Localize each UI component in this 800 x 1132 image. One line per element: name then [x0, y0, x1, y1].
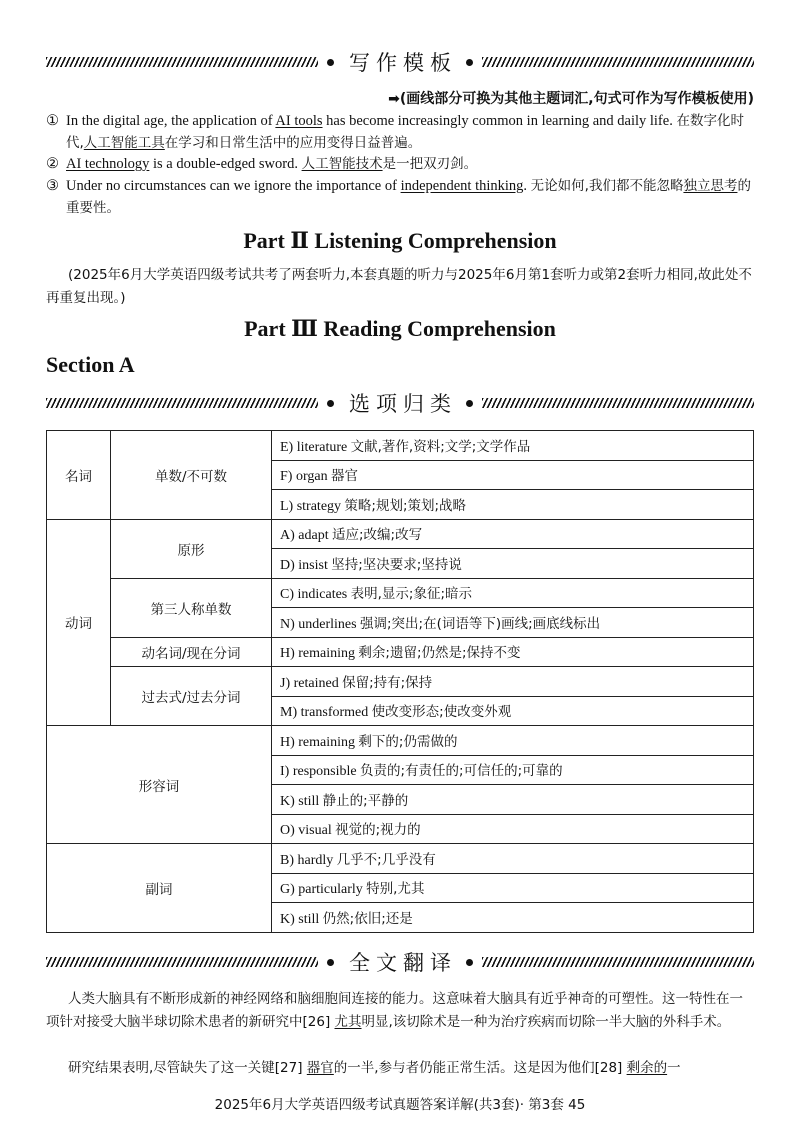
template-en-underline: AI technology [66, 156, 150, 172]
translation-paragraph-2 [46, 1057, 754, 1080]
table-row [47, 844, 754, 874]
pos-adverb: 副词 [47, 844, 272, 933]
section-title-translation: 全文翻译 [349, 951, 457, 975]
translation-text: 人类大脑具有不断形成新的神经网络和脑细胞间连接的能力。这意味着大脑具有近乎神奇的可塑性。这一特性在一项针对接受大脑半球切除术患者的新研究中[26] [46, 991, 743, 1030]
option-meaning: 适应;改编;改写 [331, 527, 423, 544]
template-en-text: is a double-edged sword. [149, 156, 302, 172]
translation-underline: 剩余的 [626, 1060, 668, 1076]
hatch-decoration [482, 398, 754, 408]
bullet-dot [466, 400, 473, 407]
item-number: ③ [46, 178, 59, 194]
table-row [47, 637, 754, 667]
option-word: G) particularly [280, 882, 363, 898]
template-en-text: has become increasingly common in learning and daily life. [322, 113, 677, 129]
vocab-entry [272, 549, 754, 579]
vocab-entry [272, 578, 754, 608]
hatch-decoration [46, 57, 318, 67]
option-meaning: 表明,显示;象征;暗示 [350, 586, 473, 603]
template-zh-underline: 人工智能工具 [83, 135, 165, 151]
vocab-entry [272, 755, 754, 785]
template-en-text: Under no circumstances can we ignore the importance of [66, 178, 401, 194]
option-meaning: 器官 [330, 468, 358, 485]
template-en-underline: independent thinking [400, 178, 524, 194]
vocab-entry [272, 696, 754, 726]
option-word: D) insist [280, 557, 328, 573]
pos-adjective: 形容词 [47, 726, 272, 844]
template-en-text: In the digital age, the application of [66, 113, 276, 129]
item-number: ② [46, 156, 59, 172]
bullet-dot [466, 959, 473, 966]
vocab-entry [272, 460, 754, 490]
hatch-decoration [482, 57, 754, 67]
vocab-entry [272, 814, 754, 844]
vocab-entry [272, 726, 754, 756]
template-zh-text: 是一把双刃剑。 [382, 156, 478, 172]
option-meaning: 负责的;有责任的;可信任的;可靠的 [359, 763, 563, 780]
section-divider-options [46, 388, 754, 418]
section-divider-translation [46, 947, 754, 977]
section-title-writing-template: 写作模板 [349, 51, 457, 75]
bullet-dot [466, 59, 473, 66]
item-number: ① [46, 113, 59, 129]
table-row [47, 578, 754, 608]
vocab-entry [272, 873, 754, 903]
template-en-text: . [523, 178, 531, 194]
option-word: I) responsible [280, 764, 357, 780]
option-meaning: 特别,尤其 [366, 881, 425, 898]
vocab-classification-table [46, 430, 754, 933]
option-meaning: 使改变形态;使改变外观 [371, 704, 512, 721]
vocab-entry [272, 608, 754, 638]
option-word: O) visual [280, 823, 332, 839]
part-3-title: Part Ⅲ Reading Comprehension [244, 316, 556, 341]
template-zh-text: 在数字化时代, [66, 113, 744, 151]
bullet-dot [327, 59, 334, 66]
template-zh-text: 在学习和日常生活中的应用变得日益普遍。 [164, 135, 422, 151]
option-meaning: 视觉的;视力的 [335, 822, 421, 839]
template-zh-underline: 人工智能技术 [301, 156, 383, 172]
bullet-dot [327, 400, 334, 407]
table-row [47, 431, 754, 461]
option-word: F) organ [280, 469, 328, 485]
template-item-2 [46, 153, 754, 175]
vocab-entry [272, 844, 754, 874]
template-item-3 [46, 175, 754, 219]
option-word: J) retained [280, 675, 339, 691]
section-divider-writing-template [46, 47, 754, 77]
option-meaning: 强调;突出;在(词语等下)画线;画底线标出 [359, 615, 601, 632]
template-zh-text: 无论如何,我们都不能忽略 [530, 178, 684, 194]
part-2-note: (2025年6月大学英语四级考试共考了两套听力,本套真题的听力与2025年6月第1套听力或第2套听力相同,故此处不再重复出现。) [46, 267, 752, 306]
vocab-entry [272, 519, 754, 549]
template-note: ➡(画线部分可换为其他主题词汇,句式可作为写作模板使用) [388, 91, 754, 107]
translation-underline: 尤其 [334, 1014, 362, 1030]
translation-paragraph-1 [46, 988, 754, 1034]
form-noun-singular: 单数/不可数 [111, 431, 272, 520]
vocab-entry [272, 431, 754, 461]
option-word: C) indicates [280, 587, 348, 603]
part-2-title: Part Ⅱ Listening Comprehension [243, 228, 557, 253]
pos-noun: 名词 [47, 431, 111, 520]
option-meaning: 策略;规划;策划;战略 [344, 497, 467, 514]
table-row [47, 726, 754, 756]
option-meaning: 坚持;坚决要求;坚持说 [331, 556, 462, 573]
page-footer: 2025年6月大学英语四级考试真题答案详解(共3套)· 第3套 45 [214, 1097, 586, 1113]
option-meaning: 剩下的;仍需做的 [358, 733, 458, 750]
option-word: N) underlines [280, 616, 357, 632]
translation-underline: 器官 [306, 1060, 334, 1076]
option-word: A) adapt [280, 528, 329, 544]
option-meaning: 文献,著作,资料;文学;文学作品 [350, 438, 531, 455]
option-meaning: 剩余;遗留;仍然是;保持不变 [358, 645, 521, 662]
option-word: H) remaining [280, 734, 356, 750]
translation-text: 的一半,参与者仍能正常生活。这是因为他们[28] [333, 1060, 627, 1076]
option-word: L) strategy [280, 498, 342, 514]
hatch-decoration [46, 957, 318, 967]
option-word: M) transformed [280, 705, 369, 721]
option-word: E) literature [280, 439, 348, 455]
vocab-entry [272, 785, 754, 815]
option-meaning: 仍然;依旧;还是 [322, 910, 413, 927]
table-row [47, 519, 754, 549]
template-zh-text: 的重要性。 [66, 178, 751, 216]
option-meaning: 保留;持有;保持 [342, 674, 433, 691]
form-verb-third-person: 第三人称单数 [111, 578, 272, 637]
template-item-1 [46, 110, 754, 154]
translation-text: 明显,该切除术是一种为治疗疾病而切除一半大脑的外科手术。 [361, 1014, 731, 1030]
template-en-underline: AI tools [275, 113, 323, 129]
hatch-decoration [482, 957, 754, 967]
option-word: B) hardly [280, 852, 334, 868]
form-verb-base: 原形 [111, 519, 272, 578]
vocab-entry [272, 490, 754, 520]
hatch-decoration [46, 398, 318, 408]
vocab-entry [272, 637, 754, 667]
form-verb-past: 过去式/过去分词 [111, 667, 272, 726]
template-zh-underline: 独立思考 [683, 178, 738, 194]
section-title-options: 选项归类 [349, 392, 457, 416]
table-row [47, 667, 754, 697]
bullet-dot [327, 959, 334, 966]
option-word: H) remaining [280, 646, 356, 662]
vocab-entry [272, 903, 754, 933]
option-word: K) still [280, 911, 320, 927]
form-verb-gerund: 动名词/现在分词 [111, 637, 272, 667]
option-meaning: 几乎不;几乎没有 [336, 851, 436, 868]
option-word: K) still [280, 793, 320, 809]
pos-verb: 动词 [47, 519, 111, 726]
translation-text: 研究结果表明,尽管缺失了这一关键[27] [68, 1060, 307, 1076]
section-a-title: Section A [46, 352, 135, 377]
translation-text: 一 [667, 1060, 681, 1076]
page [46, 0, 754, 1132]
vocab-entry [272, 667, 754, 697]
option-meaning: 静止的;平静的 [322, 792, 409, 809]
